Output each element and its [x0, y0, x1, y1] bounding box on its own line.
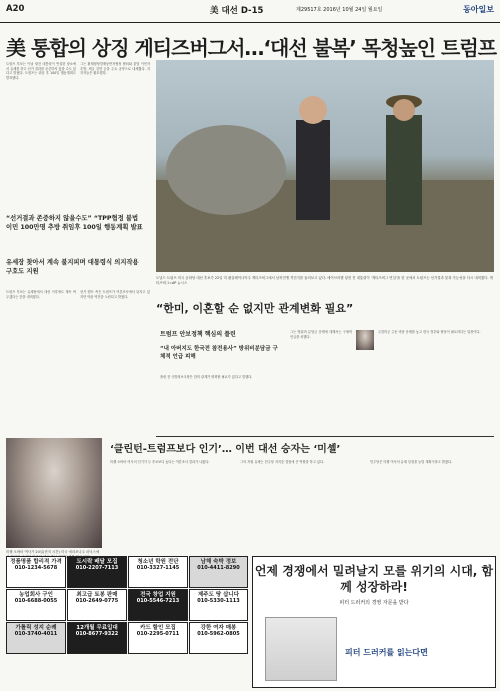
second-subhead-2: “내 아버지도 한국전 참전용사” 방위비분담금 구체적 언급 피해 [160, 346, 278, 360]
photo-figures [156, 60, 494, 272]
ad-2-title: 도시락 배달 모집 [76, 559, 118, 565]
ad-12-title: 강한 여자 매봉 [200, 625, 237, 631]
ad-7-phone: 010-5546-7213 [136, 598, 180, 604]
ad-2-phone: 010-2207-7113 [75, 565, 119, 571]
photo-credit: 게티즈버그=AP 뉴시스 [156, 276, 493, 285]
ad-1-phone: 010-1234-5678 [14, 565, 58, 571]
ad-8-title: 제주도 땅 삽니다 [197, 592, 240, 598]
photo-caption [156, 276, 494, 286]
portrait-caption: 미셸 오바마 여사가 20일(현지 시간) 미국 애리조나주 피닉스에 [6, 550, 100, 554]
ad-11[interactable] [128, 622, 188, 654]
ad-3[interactable] [128, 556, 188, 588]
ad-5[interactable] [6, 589, 66, 621]
article-text-col1: 트럼프 후보는 이날 링컨 대통령이 연설한 장소에서 유세를 하고 선거 결과를 존중하지 않을 수도 있다고 밝혔다. 트럼프는 취임 후 100일 행동계획도 발표했다. [6, 62, 76, 80]
mid-headline: ‘클린턴-트럼프보다 인기’… 이번 대선 승자는 ‘미셸’ [110, 444, 341, 455]
newspaper-logo: 동아일보 [463, 5, 494, 14]
ad-1-title: 정품명품 합리적 가격 [10, 559, 62, 565]
ad-3-title: 청소년 학원 전단 [137, 559, 179, 565]
ad-9-title: 가톨릭 성지 순례 [15, 625, 57, 631]
ad-8[interactable] [189, 589, 248, 621]
second-subhead-1: 트럼프 안보정책 핵심의 플린 [160, 331, 236, 338]
ad-8-phone: 010-5330-1113 [197, 598, 240, 604]
second-article-body: 플린 전 국방정보국장은 한미 관계가 변화할 필요가 있다고 말했다. [160, 375, 253, 379]
ad-4[interactable] [189, 556, 248, 588]
second-article-col3: 주한미군 주둔 비용 문제를 놓고 한국 정부와 협상이 필요하다는 입장이다. [378, 330, 481, 334]
ad-11-title: 카드 할인 모집 [140, 625, 176, 631]
book-ad-sub: 피터 드러커의 경영 자문을 받다 [339, 600, 409, 606]
mid-article-col1: 미셸 오바마 여사의 인기가 두 후보보다 높다는 여론조사 결과가 나왔다. [110, 460, 210, 464]
divider-mid [156, 436, 494, 437]
ad-3-phone: 010-3327-1145 [136, 565, 180, 571]
article-text-col2: 그는 환태평양경제동반자협정 탈퇴와 불법 이민자 추방, 세금 감면 등을 주요 공약으로 내세웠다. 지지자들은 환호했다. [80, 62, 150, 76]
ad-7[interactable] [128, 589, 188, 621]
ad-6[interactable] [67, 589, 127, 621]
pull-quote-2: 유세장 찾아서 계속 불지피며 대통령식 의지작용 구호도 지원 [6, 259, 139, 275]
ad-4-title: 남해 숙박 정보 [200, 559, 237, 565]
classified-ads [6, 556, 246, 686]
ad-6-phone: 010-2649-0775 [75, 598, 119, 604]
ad-2[interactable] [67, 556, 127, 588]
book-ad-headline: 언제 경쟁에서 밀려날지 모를 위기의 시대, 함께 성장하라! [254, 564, 494, 594]
flynn-photo [356, 330, 374, 350]
ad-10[interactable] [67, 622, 127, 654]
ad-5-phone: 010-6688-0055 [14, 598, 58, 604]
mid-article-col3: 민주당은 미셸 여사의 유세 일정을 늘릴 계획이라고 밝혔다. [370, 460, 453, 464]
book-cover [265, 617, 337, 681]
ad-12-phone: 010-5962-0805 [197, 631, 240, 637]
second-article-col2: 그는 방위비 분담금 문제에 대해서는 구체적 언급을 피했다. [290, 330, 352, 339]
main-headline: 美 통합의 상징 게티즈버그서…‘대선 불복’ 목청높인 트럼프 [6, 36, 497, 60]
ad-9[interactable] [6, 622, 66, 654]
ad-10-title: 12개월 무료입대 [76, 625, 118, 631]
photo-caption-text: 도널드 트럼프 미국 공화당 대선 후보가 22일 미 펜실베이니아주 게티즈버그에서 남북전쟁 격전지를 둘러보고 있다. 에이브러햄 링컨 전 대통령이 ‘게티즈버그 연설’을 한 곳에서 트럼프는 선거결과 불복 가능성을 다시 내비쳤다. [156, 276, 489, 280]
pull-quote-1: “선거결과 존중하지 않을수도” “TPP협정 불법 이민 100만명 추방 취임후 100일 행동계획 발표 [6, 215, 143, 231]
mid-article-col2: 그의 지원 유세는 민주당 지지층 결집에 큰 역할을 하고 있다. [240, 460, 325, 464]
ad-6-title: 최고급 토봉 판매 [76, 592, 118, 598]
page-header [0, 0, 500, 23]
portrait-photo [6, 438, 102, 548]
ad-5-title: 농업회사 구인 [19, 592, 53, 598]
book-ad[interactable] [252, 556, 496, 688]
section-title: 美 대선 D-15 [210, 6, 264, 16]
main-photo [156, 60, 494, 272]
ad-11-phone: 010-2295-0711 [136, 631, 180, 637]
ad-7-title: 전국 창업 지원 [140, 592, 176, 598]
ad-1[interactable] [6, 556, 66, 588]
ad-12[interactable] [189, 622, 248, 654]
article-text-col4: 선거 캠프 측은 트럼프가 여론조사에서 뒤지고 있지만 막판 역전을 노린다고 밝혔다. [80, 290, 150, 299]
ad-4-phone: 010-4411-8290 [197, 565, 240, 571]
book-title: 피터 드러커를 읽는다면 [345, 648, 428, 657]
page-number: A20 [6, 4, 25, 14]
second-headline: “한미, 이혼할 순 없지만 관계변화 필요” [156, 302, 354, 315]
issue-info: 제29517호 2016년 10월 24일 월요일 [296, 7, 383, 13]
ad-9-phone: 010-3740-4011 [14, 631, 58, 637]
article-text-col3: 트럼프 후보는 유세장에서 대선 이후에도 계속 싸우겠다는 뜻을 내비쳤다. [6, 290, 76, 299]
ad-10-phone: 010-8677-9322 [75, 631, 119, 637]
